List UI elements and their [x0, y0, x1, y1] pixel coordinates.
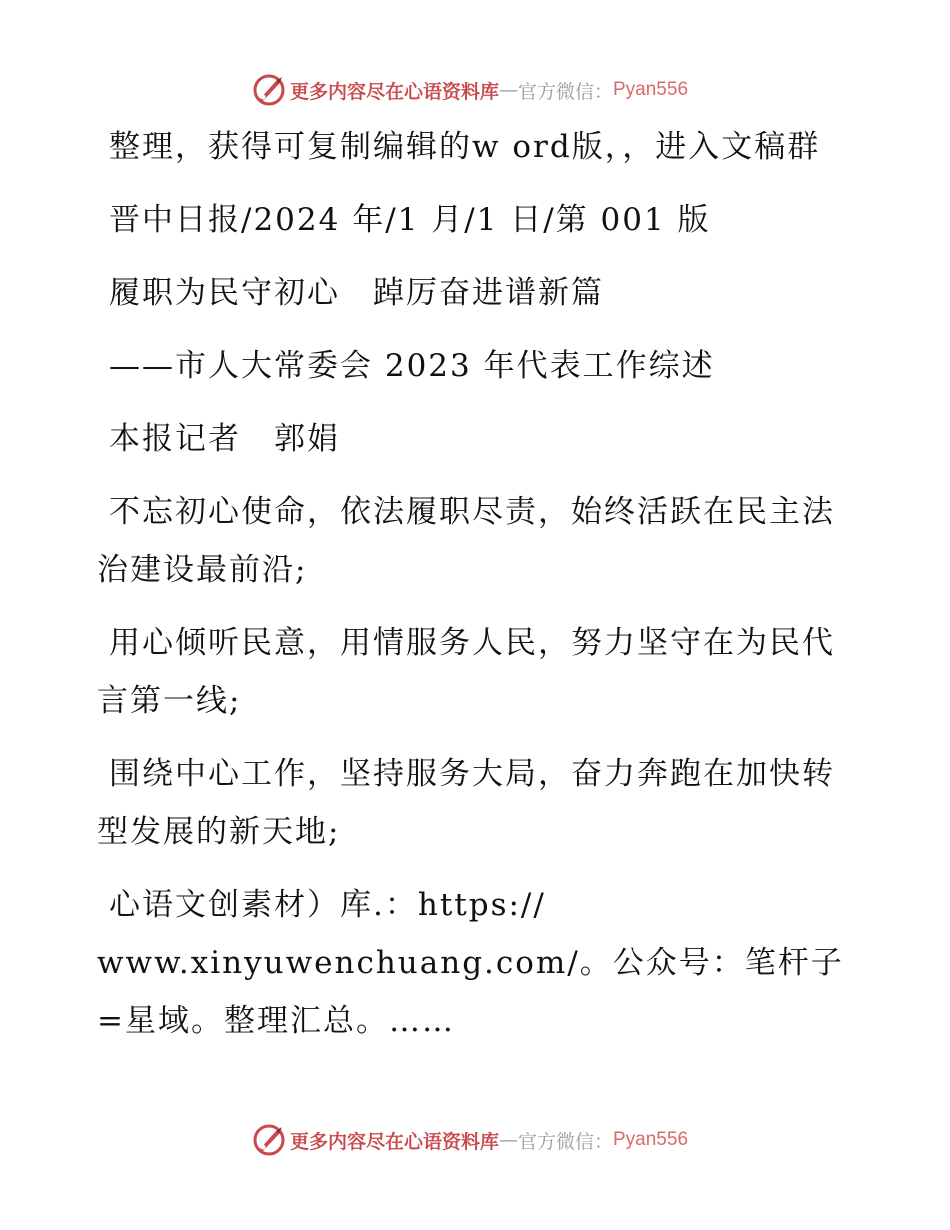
footer-banner [0, 1120, 950, 1160]
header-banner [0, 70, 950, 110]
paragraph-body-2: 用心倾听民意，用情服务人民，努力坚守在为民代言第一线; [97, 625, 835, 719]
document-body [97, 118, 857, 1065]
paragraph-body-3: 围绕中心工作，坚持服务大局，奋力奔跑在加快转型发展的新天地; [97, 756, 835, 850]
banner-dash: — [498, 79, 518, 101]
paragraph-library-url: www.xinyuwenchuang.com/。公众号：笔杆子=星域。整理汇总。…… [97, 945, 844, 1039]
banner-wechat-id: Pyan556 [613, 79, 689, 100]
banner-wechat-label: 官方微信： [517, 1130, 613, 1153]
paragraph-note: 整理，获得可复制编辑的w ord版，，进入文稿群 [109, 129, 821, 165]
quill-logo-icon [252, 73, 286, 107]
quill-logo-icon [252, 1123, 286, 1157]
paragraph-body-1: 不忘初心使命，依法履职尽责，始终活跃在民主法治建设最前沿; [97, 494, 835, 588]
article-subtitle: ——市人大常委会 2023 年代表工作综述 [109, 348, 715, 384]
banner-slogan: 更多内容尽在心语资料库 [289, 1130, 499, 1153]
banner-wechat-label: 官方微信： [517, 80, 613, 103]
article-title: 履职为民守初心 踔厉奋进谱新篇 [109, 275, 604, 311]
paragraph-library-link: 心语文创素材）库.：https:// [109, 887, 546, 923]
paragraph-source: 晋中日报/2024 年/1 月/1 日/第 001 版 [109, 202, 711, 238]
banner-wechat-id: Pyan556 [613, 1129, 689, 1150]
article-byline: 本报记者 郭娟 [109, 421, 340, 457]
banner-slogan: 更多内容尽在心语资料库 [289, 80, 499, 103]
banner-dash: — [498, 1129, 518, 1151]
